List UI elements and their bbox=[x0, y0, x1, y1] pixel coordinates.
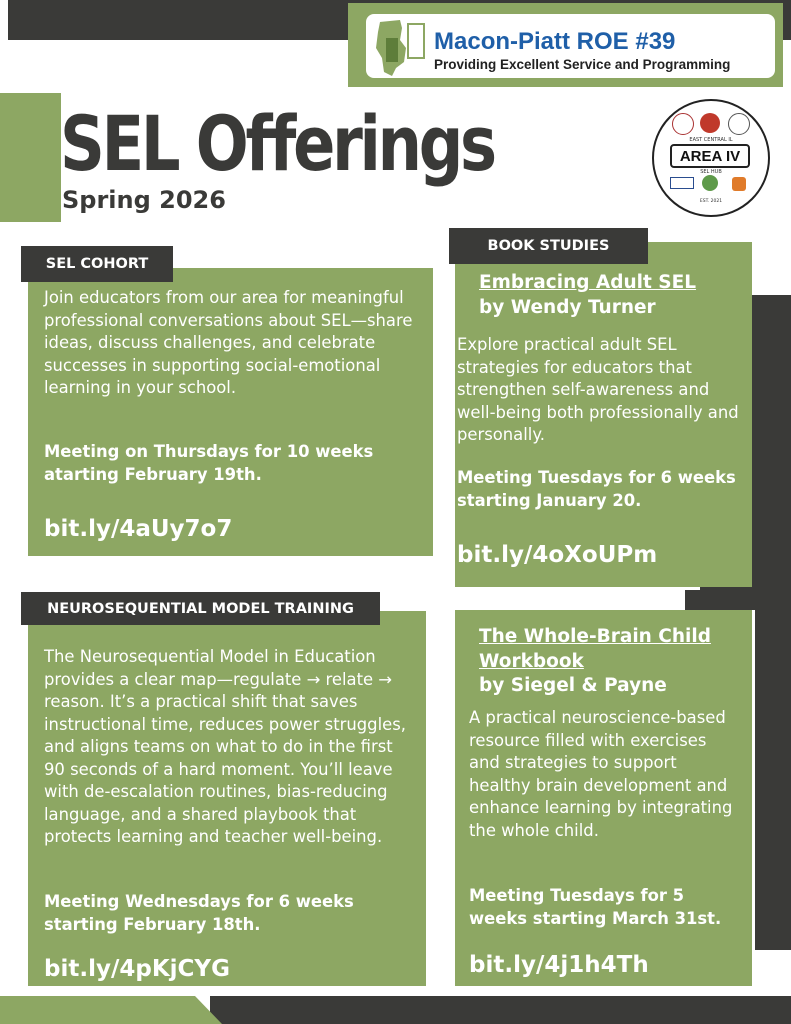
book-study-card-2 bbox=[455, 610, 752, 986]
sel-cohort-label: SEL COHORT bbox=[21, 246, 173, 282]
nmt-meeting: Meeting Wednesdays for 6 weeks starting February 18th. bbox=[44, 892, 354, 934]
badge-footer-text: EST. 2021 bbox=[699, 199, 723, 204]
sel-cohort-description: Join educators from our area for meaningful professional conversations about SEL—share ideas, discuss challenges, and celebrate successes in supporting social-emotional learning in your school. bbox=[44, 288, 413, 397]
partner-seal-icon bbox=[700, 113, 720, 133]
sel-cohort-meeting: Meeting on Thursdays for 10 weeks atarting February 19th. bbox=[44, 442, 374, 484]
book-card-shadow bbox=[685, 590, 791, 610]
partner-seal-icon bbox=[728, 113, 750, 135]
book2-meeting: Meeting Tuesdays for 5 weeks starting March 31st. bbox=[469, 886, 722, 928]
nmt-description: The Neurosequential Model in Education provides a clear map—regulate → relate → reason. It’s a practical shift that saves instructional time, reduces power struggles, and aligns teams on what to do in the first 90 seconds of a hard moment. You’ll leave with de-escalation routines, bias-reducing language, and a shared playbook that protects learning and teacher well-being. bbox=[44, 647, 406, 846]
book1-title: Embracing Adult SEL bbox=[479, 272, 697, 293]
book1-link[interactable]: bit.ly/4oXoUPm bbox=[457, 542, 658, 568]
book-studies-label: BOOK STUDIES bbox=[449, 228, 648, 264]
footer-bar bbox=[210, 996, 791, 1024]
page-title: SEL Offerings bbox=[60, 99, 494, 188]
sel-cohort-card bbox=[28, 268, 433, 556]
book1-description: Explore practical adult SEL strategies for educators that strengthen self-awareness and well-being both professionally and personally. bbox=[457, 335, 739, 444]
illinois-map-icon bbox=[372, 18, 428, 78]
book-study-card-1 bbox=[455, 242, 752, 587]
area-iv-badge bbox=[652, 99, 770, 217]
partner-logo-icon bbox=[702, 175, 718, 191]
book2-author: by Siegel & Payne bbox=[479, 675, 667, 696]
book1-meeting: Meeting Tuesdays for 6 weeks starting January 20. bbox=[457, 468, 736, 510]
org-tagline: Providing Excellent Service and Programming bbox=[434, 57, 731, 72]
badge-sub-text: SEL HUB bbox=[700, 169, 722, 175]
badge-top-text: EAST CENTRAL IL bbox=[689, 137, 733, 143]
org-name: Macon-Piatt ROE #39 bbox=[434, 28, 676, 55]
book2-title: The Whole-Brain Child Workbook bbox=[479, 626, 711, 672]
book2-description: A practical neuroscience-based resource filled with exercises and strategies to support healthy brain development and enhance learning by integrating the whole child. bbox=[469, 708, 733, 840]
partner-logo-icon bbox=[732, 177, 746, 191]
partner-logo-icon bbox=[670, 177, 694, 189]
footer-accent bbox=[0, 996, 222, 1024]
nmt-label: NEUROSEQUENTIAL MODEL TRAINING bbox=[21, 592, 380, 625]
book1-author: by Wendy Turner bbox=[479, 297, 656, 318]
nmt-card bbox=[28, 611, 426, 986]
title-accent-bar bbox=[0, 93, 61, 222]
nmt-link[interactable]: bit.ly/4pKjCYG bbox=[44, 956, 230, 982]
badge-main-text: AREA IV bbox=[670, 144, 750, 168]
partner-seal-icon bbox=[672, 113, 694, 135]
book2-link[interactable]: bit.ly/4j1h4Th bbox=[469, 952, 649, 978]
sel-cohort-link[interactable]: bit.ly/4aUy7o7 bbox=[44, 516, 233, 542]
page-subtitle: Spring 2026 bbox=[62, 186, 226, 214]
book-card-shadow bbox=[755, 610, 791, 950]
